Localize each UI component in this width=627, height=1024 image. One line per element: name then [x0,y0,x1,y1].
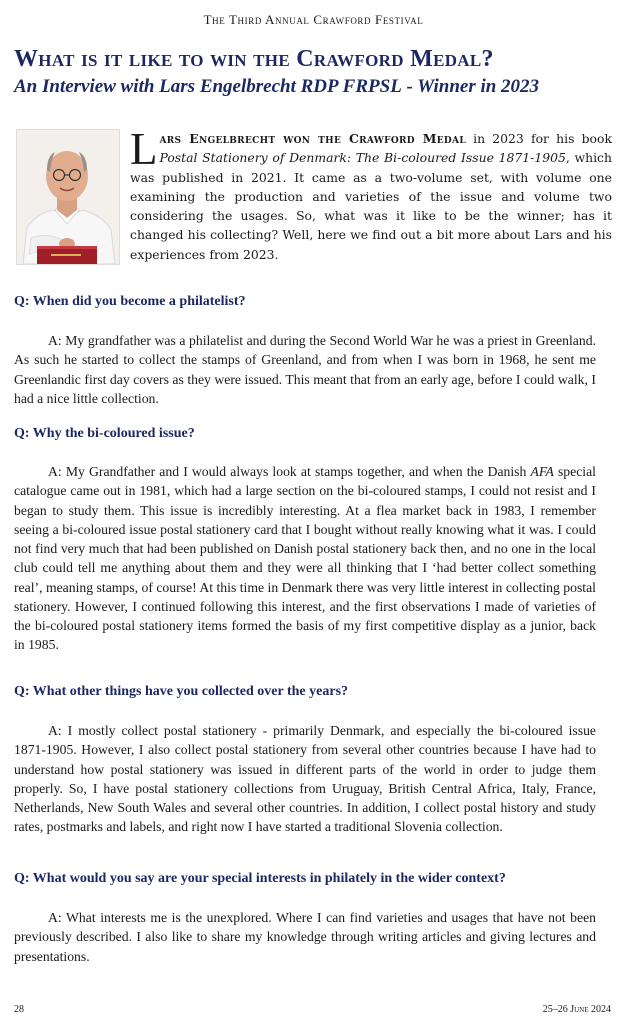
answer-text-continued: special catalogue came out in 1981, which had a large section on the bi-coloured stamps, I could not resist and I began to study them. This issue is incredibly interesting. At a flea market back in 1983, I remember seeing a bi-coloured issue postal stationery card that I bought without really knowing what it was. I could not find very much that had been published on Danish postal stationery back then, and no one in the local club could tell me anything about them and they were all thinking that I ‘had better collect something real’, meaning stamps, of course! At this time in Denmark there was very little interest in collecting postal stationery. However, I continued following this interest, and the first observations I made of varieties of the bi-coloured postal stationery items formed the basis of my first competitive display as a junior, back in 1985. [14,464,596,653]
answer-paragraph [14,462,596,655]
page-number: 28 [14,1004,24,1015]
answer-afa: AFA [530,464,554,479]
answer-paragraph: A: My grandfather was a philatelist and during the Second World War he was a priest in Greenland. As such he started to collect the stamps of Greenland, and from when I was born in 1968, he sent me Greenlandic first day covers as they were issued. This meant that from an early age, before I could walk, I had a nice little collection. [14,333,596,406]
intro-paragraph [130,124,612,264]
footer-date [543,1004,611,1015]
intro-text: in 2023 for his book [465,131,612,146]
page-subtitle [14,76,614,98]
intro-text-continued: , which was published in 2021. It came as a two-volume set, with volume one examining the production and varieties of the issue and volume two considering the usages. So, what was it like to be the winner; has it changed his collecting? Well, here we find out a bit more about Lars and his experiences from 2023. [130,150,612,262]
footer-date-month: June 2024 [570,1004,611,1015]
portrait-photo [16,129,120,265]
page-title: What is it like to win the Crawford Medal? [14,46,494,72]
subtitle-winner: - Winner in 2023 [401,76,540,97]
answer-paragraph: A: What interests me is the unexplored. Where I can find varieties and usages that have not been previously described. I also like to share my knowledge through writing articles and giving lectures and presentations. [14,910,596,964]
subtitle-postnominals: RDP FRPSL [300,76,402,97]
intro-book-title: Postal Stationery of Denmark: The Bi-coloured Issue 1871-1905 [159,150,566,166]
question-heading: Q: What would you say are your special interests in philately in the wider context? [14,871,506,886]
answer-paragraph: A: I mostly collect postal stationery - primarily Denmark, and especially the bi-coloured issue 1871-1905. However, I also collect postal stationery from several other countries because I have had to understand how postal stationery was issued in different parts of the world in order to judge them properly. So, I have postal stationery collections from Uruguay, British Central Africa, Italy, France, Netherlands, New South Wales and several other countries. In addition, I collect postal history and study rates, postmarks and labels, and right now I have started a traditional Slovenia collection. [14,723,596,835]
drop-cap: L [130,124,158,174]
intro-lead: ars Engelbrecht won the Crawford Medal [159,131,466,146]
portrait-photo-icon [17,130,119,264]
question-heading: Q: Why the bi-coloured issue? [14,426,195,441]
subtitle-text: An Interview with Lars Engelbrecht [14,76,301,97]
footer-date-days: 25–26 [542,1004,571,1015]
question-heading: Q: What other things have you collected over the years? [14,684,349,699]
running-head: The Third Annual Crawford Festival [203,12,424,27]
question-heading: Q: When did you become a philatelist? [14,294,246,309]
answer-text: A: My Grandfather and I would always look at stamps together, and when the Danish [48,464,531,479]
